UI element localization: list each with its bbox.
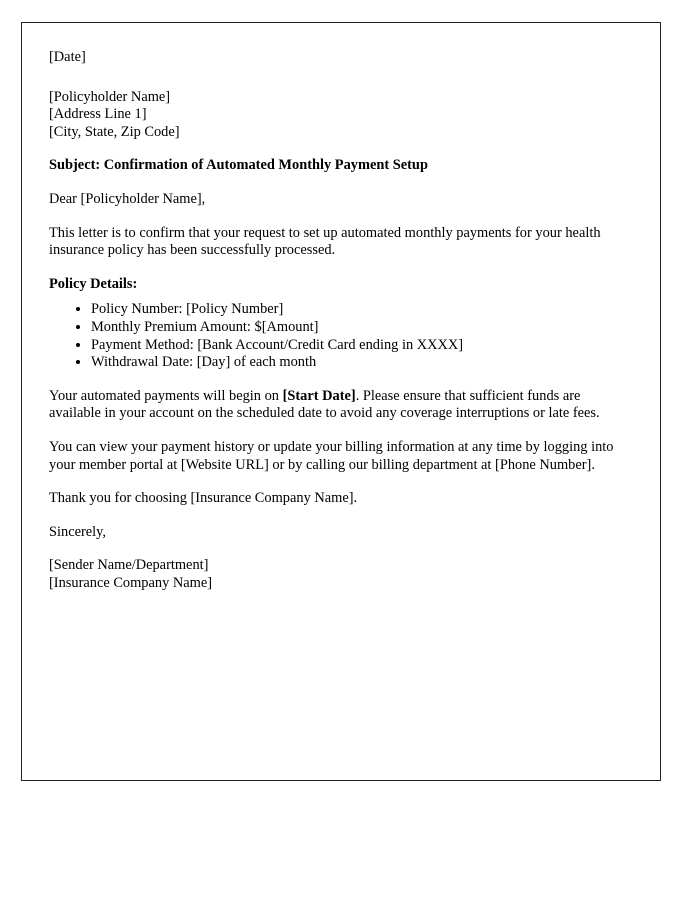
policy-details-list [49,301,622,371]
policy-details-heading: Policy Details: [49,275,138,292]
subject-line: Subject: Confirmation of Automated Monthly Payment Setup [49,157,428,174]
portal-paragraph: You can view your payment history or update your billing information at any time by logging into your member portal at [Website URL] or by calling our billing department at [Phone Number]. [49,438,614,473]
date-placeholder: [Date] [49,49,86,65]
list-item: • Payment Method: [Bank Account/Credit Card ending in XXXX] [91,337,622,355]
letter-page [21,22,661,781]
sender-name-line: [Sender Name/Department] [49,557,209,574]
list-item: • Monthly Premium Amount: $[Amount] [91,319,622,337]
signoff-line: Sincerely, [49,523,107,540]
date-line [49,49,622,67]
thanks-paragraph: Thank you for choosing [Insurance Company Name]. [49,490,358,507]
letter-body [22,23,660,592]
address-line-2: [Address Line 1] [49,106,147,123]
salutation-line: Dear [Policyholder Name], [49,190,206,207]
address-line-1: [Policyholder Name] [49,88,171,105]
list-item: • Withdrawal Date: [Day] of each month [91,354,622,372]
start-paragraph-before: Your automated payments will begin on [49,387,283,404]
signature-block [49,557,622,592]
recipient-address-block [49,89,622,142]
intro-paragraph: This letter is to confirm that your request to set up automated monthly payments for your health insurance policy has been successfully processed. [49,224,601,259]
company-name-line: [Insurance Company Name] [49,574,213,591]
address-line-3: [City, State, Zip Code] [49,123,180,140]
start-paragraph-after: . Please ensure that sufficient funds are available in your account on the scheduled date to avoid any coverage interruptions or late fees. [49,387,600,422]
list-item: • Policy Number: [Policy Number] [91,301,622,319]
start-date-paragraph [49,388,622,423]
start-date-placeholder: [Start Date] [282,387,356,404]
